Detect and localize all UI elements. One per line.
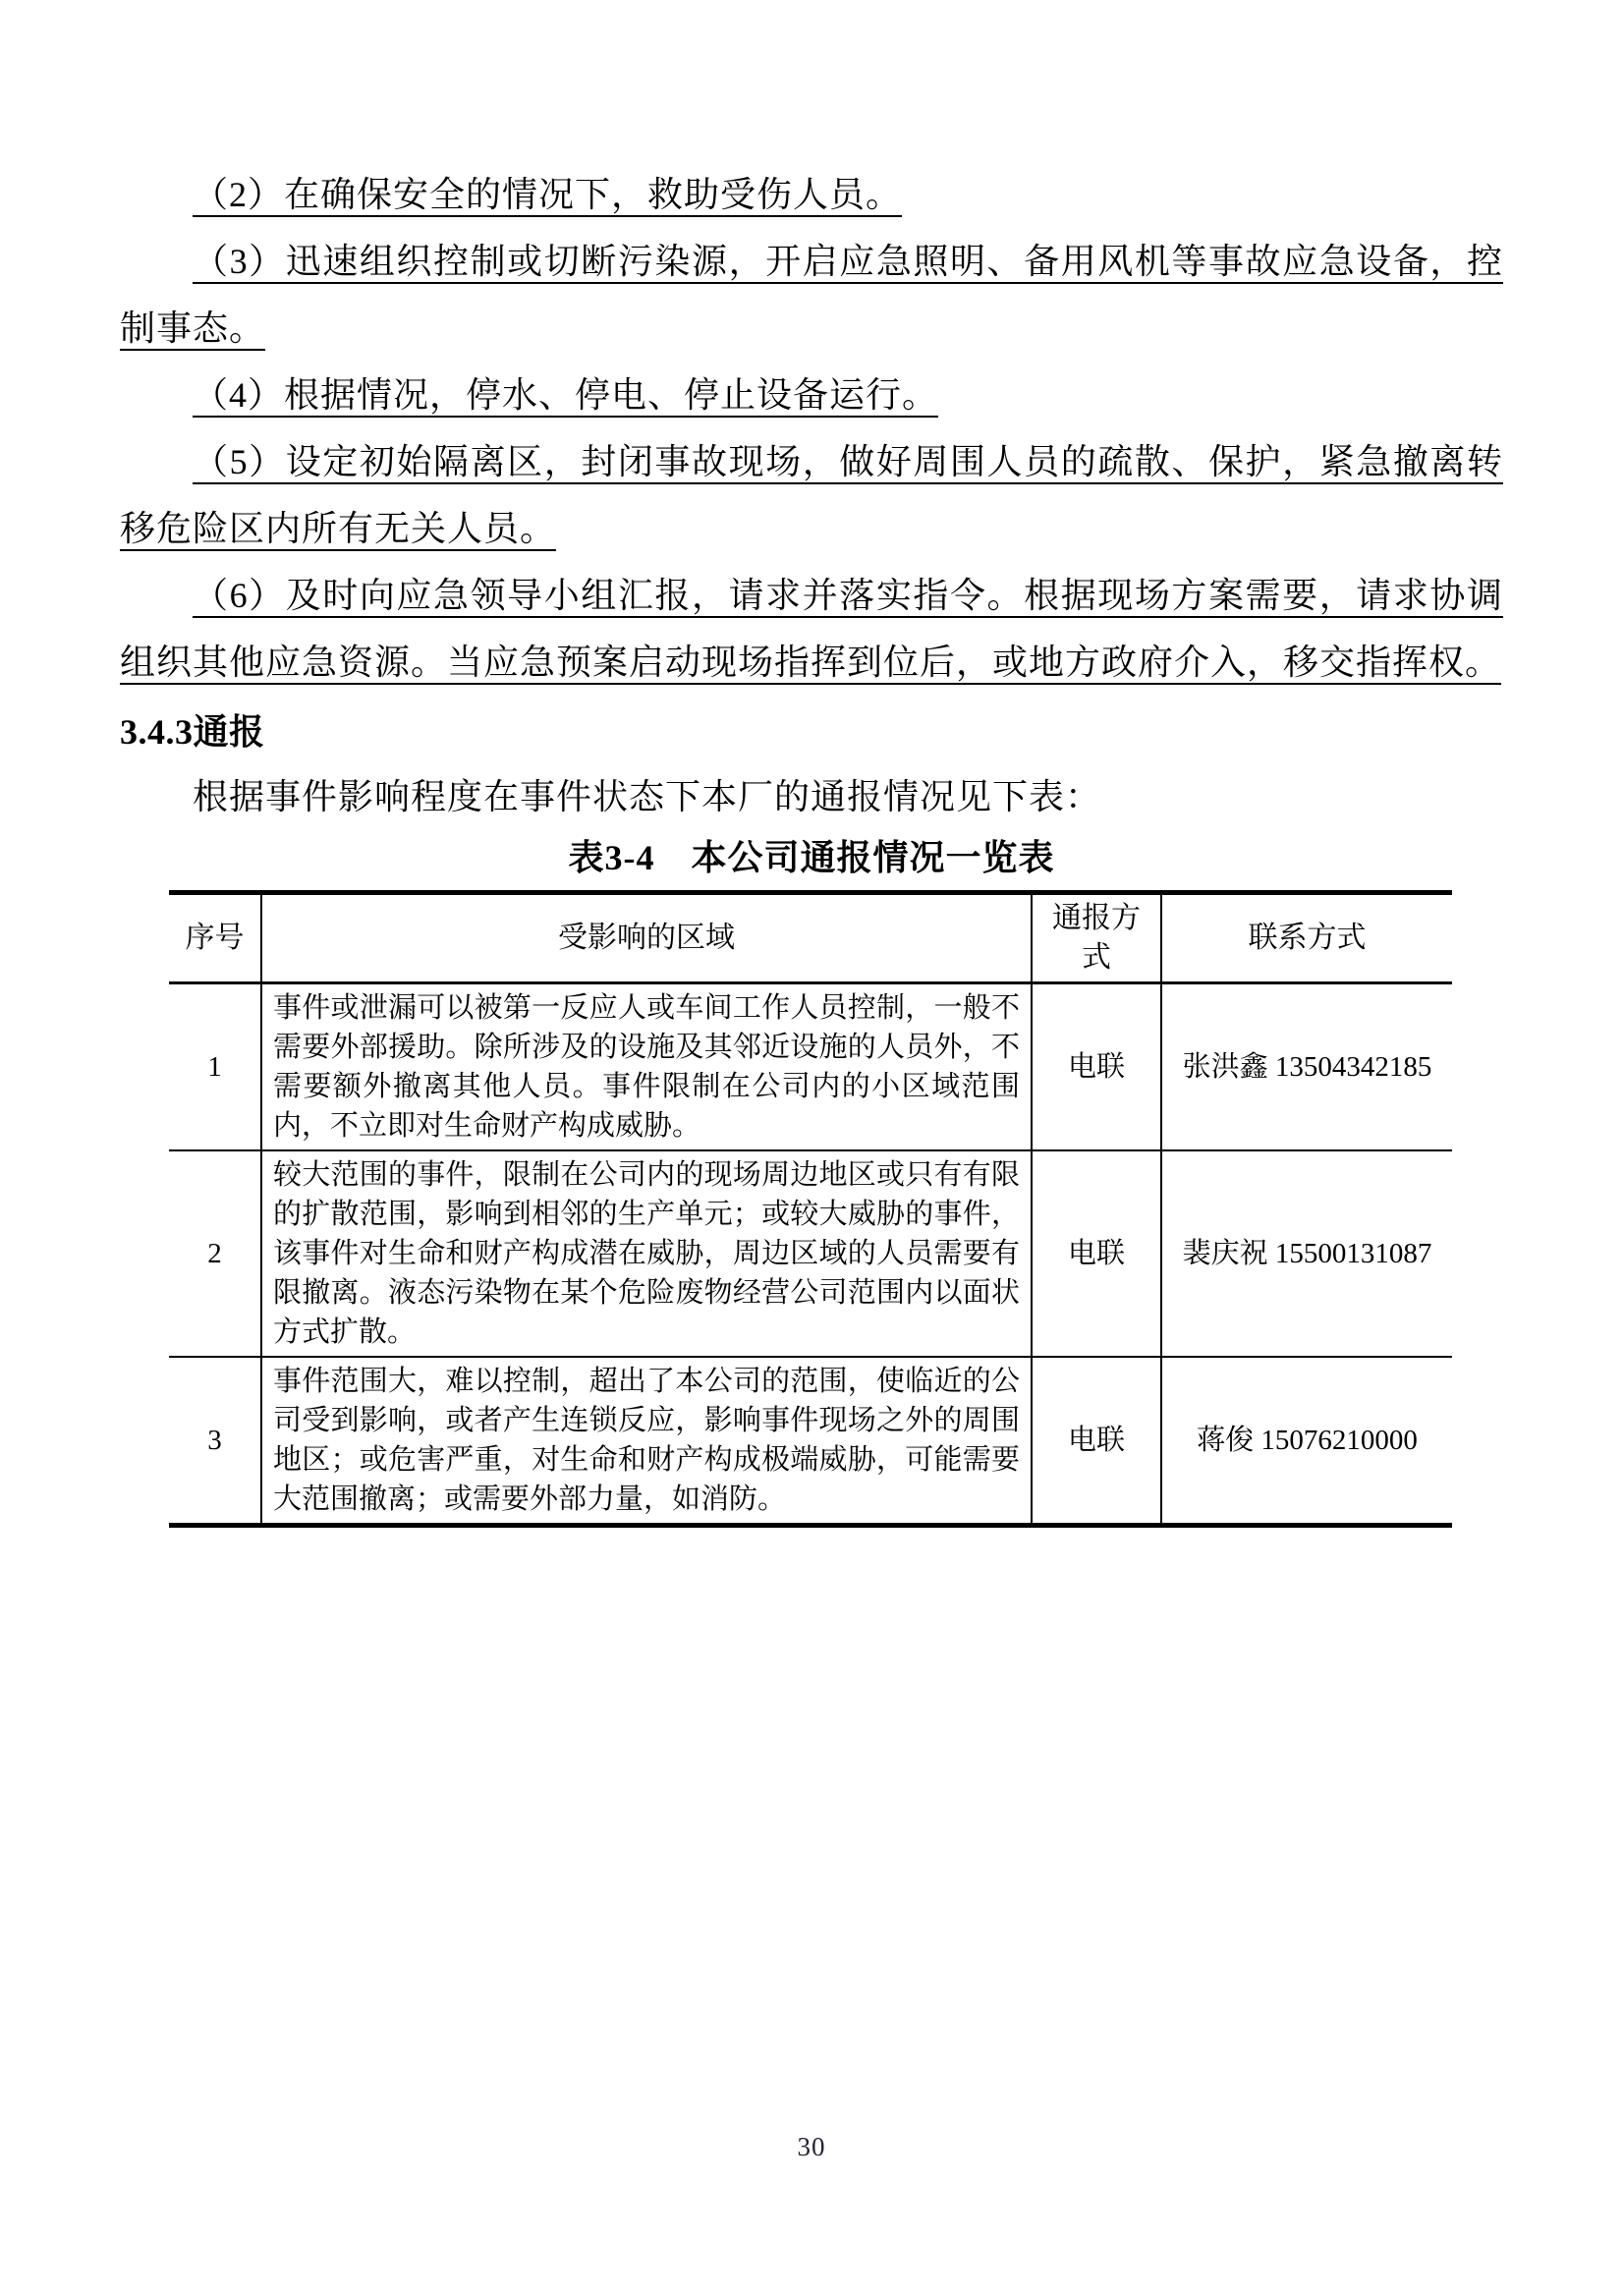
cell-contact: 张洪鑫 13504342185 [1161, 983, 1452, 1151]
col-header-seq: 序号 [185, 922, 245, 954]
col-header-contact: 联系方式 [1161, 893, 1452, 983]
paragraph-item-4: （4）根据情况，停水、停电、停止设备运行。 [193, 375, 939, 415]
table-row [169, 1150, 1452, 1357]
notification-table [169, 890, 1452, 1528]
paragraph-item-3: （3）迅速组织控制或切断污染源，开启应急照明、备用风机等事故应急设备，控制事态。 [120, 242, 1503, 348]
cell-contact: 裴庆祝 15500131087 [1161, 1150, 1452, 1357]
cell-seq: 2 [207, 1238, 222, 1269]
cell-contact: 蒋俊 15076210000 [1161, 1357, 1452, 1526]
col-header-area: 受影响的区域 [261, 893, 1032, 983]
paragraph-item-5: （5）设定初始隔离区，封闭事故现场，做好周围人员的疏散、保护，紧急撤离转移危险区内所有无关人员。 [120, 442, 1503, 548]
paragraph-item-2: （2）在确保安全的情况下，救助受伤人员。 [193, 175, 903, 214]
cell-method: 电联 [1032, 1150, 1161, 1357]
section-heading: 3.4.3通报 [120, 712, 265, 752]
cell-area: 事件范围大，难以控制，超出了本公司的范围，使临近的公司受到影响，或者产生连锁反应，影响事件现场之外的周围地区；或危害严重，对生命和财产构成极端威胁，可能需要大范围撤离；或需要外部力量，如消防。 [261, 1357, 1032, 1526]
col-header-method: 通报方式 [1032, 893, 1161, 983]
page-number: 30 [797, 2132, 826, 2161]
cell-area: 事件或泄漏可以被第一反应人或车间工作人员控制，一般不需要外部援助。除所涉及的设施及其邻近设施的人员外，不需要额外撤离其他人员。事件限制在公司内的小区域范围内，不立即对生命财产构成威胁。 [261, 983, 1032, 1151]
paragraph-item-6: （6）及时向应急领导小组汇报，请求并落实指令。根据现场方案需要，请求协调组织其他应急资源。当应急预案启动现场指挥到位后，或地方政府介入，移交指挥权。 [120, 576, 1503, 682]
table-row [169, 983, 1452, 1151]
cell-seq: 1 [207, 1051, 222, 1083]
table-row [169, 1357, 1452, 1526]
cell-area: 较大范围的事件，限制在公司内的现场周边地区或只有有限的扩散范围，影响到相邻的生产单元；或较大威胁的事件，该事件对生命和财产构成潜在威胁，周边区域的人员需要有限撤离。液态污染物在某个危险废物经营公司范围内以面状方式扩散。 [261, 1150, 1032, 1357]
cell-method: 电联 [1032, 983, 1161, 1151]
cell-seq: 3 [207, 1425, 222, 1456]
intro-paragraph: 根据事件影响程度在事件状态下本厂的通报情况见下表： [193, 777, 1102, 816]
cell-method: 电联 [1032, 1357, 1161, 1526]
table-header-row [169, 893, 1452, 983]
table-caption: 表3-4 本公司通报情况一览表 [568, 838, 1055, 877]
